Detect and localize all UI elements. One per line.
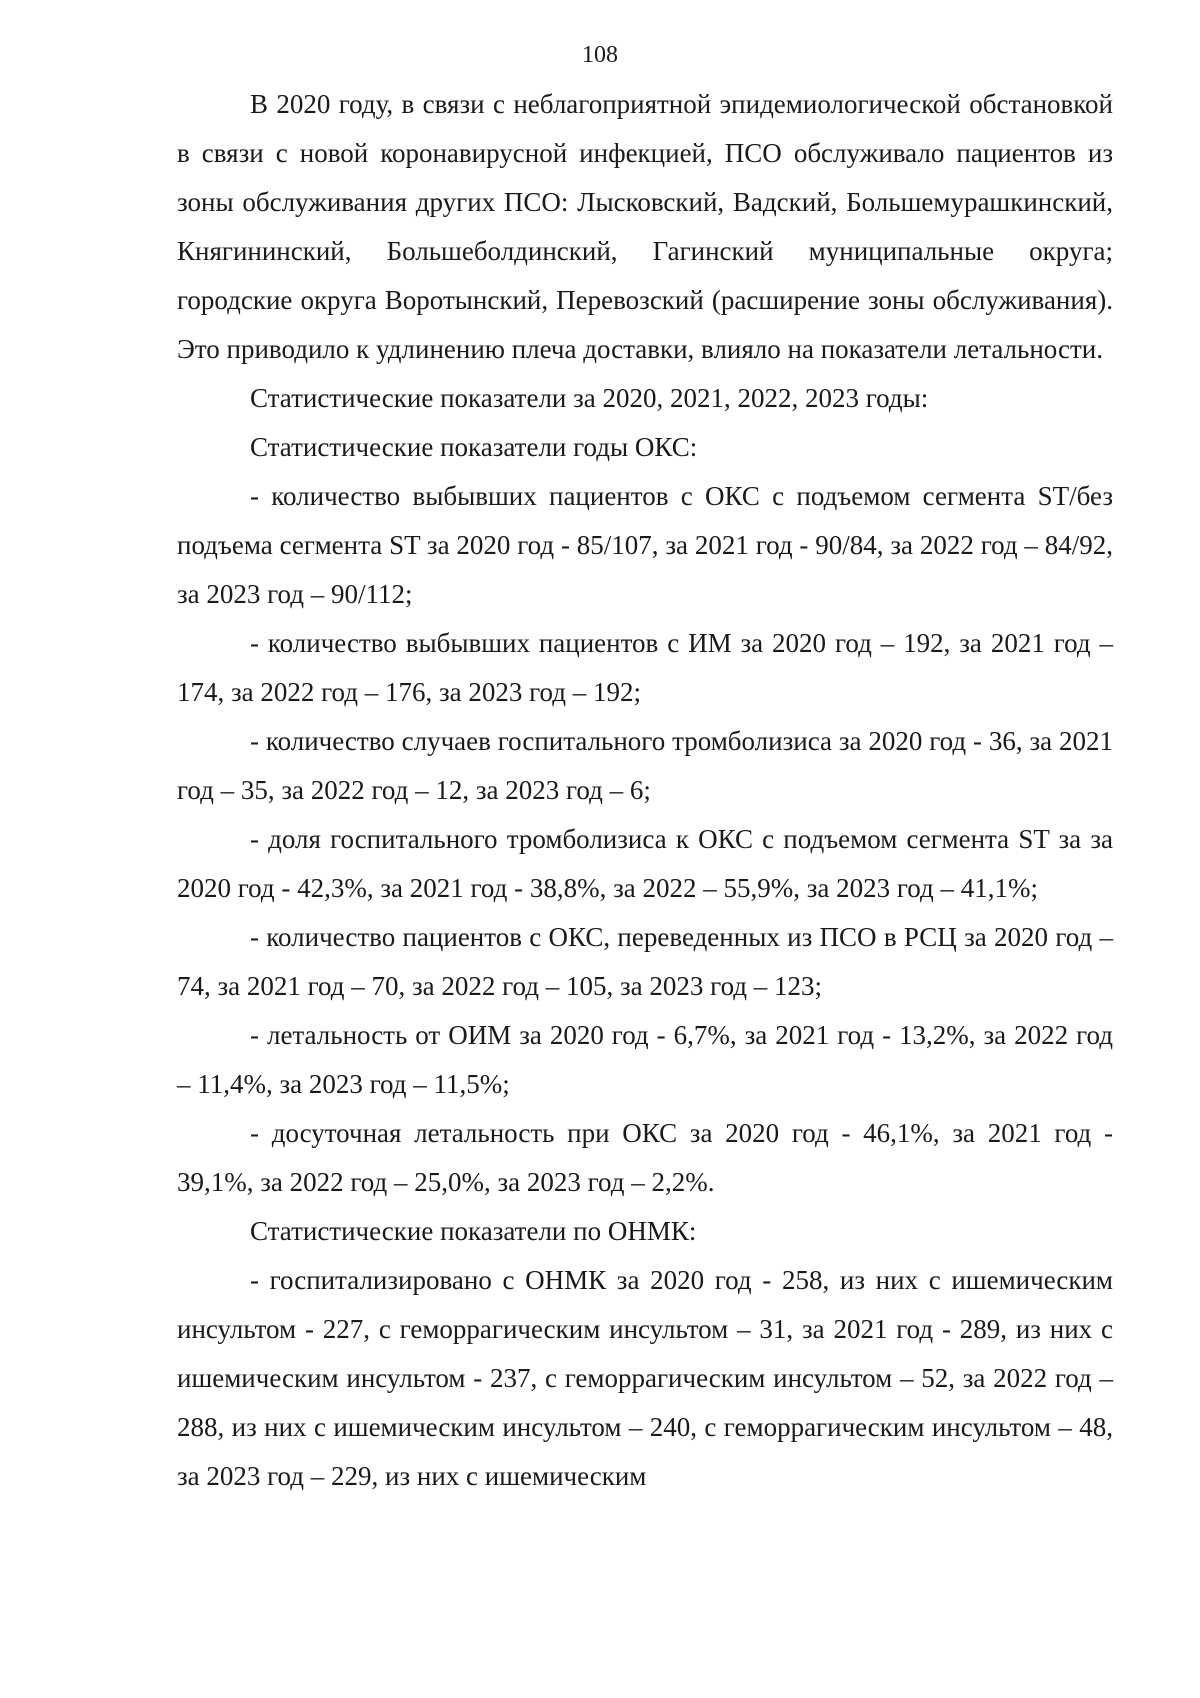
list-item-im-discharged: - количество выбывших пациентов с ИМ за 2020 год – 192, за 2021 год – 174, за 2022 год – 176, за 2023 год – 192; [177,628,1113,707]
paragraph-oks-heading: Статистические показатели годы ОКС: [250,432,698,462]
list-item-transferred: - количество пациентов с ОКС, переведенных из ПСО в РСЦ за 2020 год – 74, за 2021 год – 70, за 2022 год – 105, за 2023 год – 123; [177,922,1113,1001]
list-item-thrombolysis-cases: - количество случаев госпитального тромболизиса за 2020 год - 36, за 2021 год – 35, за 2022 год – 12, за 2023 год – 6; [177,726,1113,805]
paragraph-onmk-heading: Статистические показатели по ОНМК: [250,1216,697,1246]
document-body [177,80,1113,1501]
list-item-thrombolysis-share: - доля госпитального тромболизиса к ОКС с подъемом сегмента ST за за 2020 год - 42,3%, за 2021 год - 38,8%, за 2022 – 55,9%, за 2023 год – 41,1%; [177,824,1113,903]
list-item-onmk-hospitalized: - госпитализировано с ОНМК за 2020 год - 258, из них с ишемическим инсультом - 227, с геморрагическим инсультом – 31, за 2021 год - 289, из них с ишемическим инсультом - 237, с геморрагическим инсультом – 52, за 2022 год – 288, из них с ишемическим инсультом – 240, с геморрагическим инсультом – 48, за 2023 год – 229, из них с ишемическим [177,1265,1113,1491]
page-number: 108 [582,42,618,68]
paragraph-intro: В 2020 году, в связи с неблагоприятной эпидемиологической обстановкой в связи с новой коронавирусной инфекцией, ПСО обслуживало пациентов из зоны обслуживания других ПСО: Лысковский, Вадский, Большемурашкинский, Княгининский, Большеболдинский, Гагинский муниципальные округа; городские округа Воротынский, Перевозский (расширение зоны обслуживания). Это приводило к удлинению плеча доставки, влияло на показатели летальности. [177,89,1113,364]
list-item-daily-mortality: - досуточная летальность при ОКС за 2020 год - 46,1%, за 2021 год - 39,1%, за 2022 год – 25,0%, за 2023 год – 2,2%. [177,1118,1113,1197]
list-item-oim-mortality: - летальность от ОИМ за 2020 год - 6,7%, за 2021 год - 13,2%, за 2022 год – 11,4%, за 2023 год – 11,5%; [177,1020,1113,1099]
paragraph-stats-heading: Статистические показатели за 2020, 2021, 2022, 2023 годы: [250,383,929,413]
list-item-oks-discharged: - количество выбывших пациентов с ОКС с подъемом сегмента ST/без подъема сегмента ST за 2020 год - 85/107, за 2021 год - 90/84, за 2022 год – 84/92, за 2023 год – 90/112; [177,481,1113,609]
